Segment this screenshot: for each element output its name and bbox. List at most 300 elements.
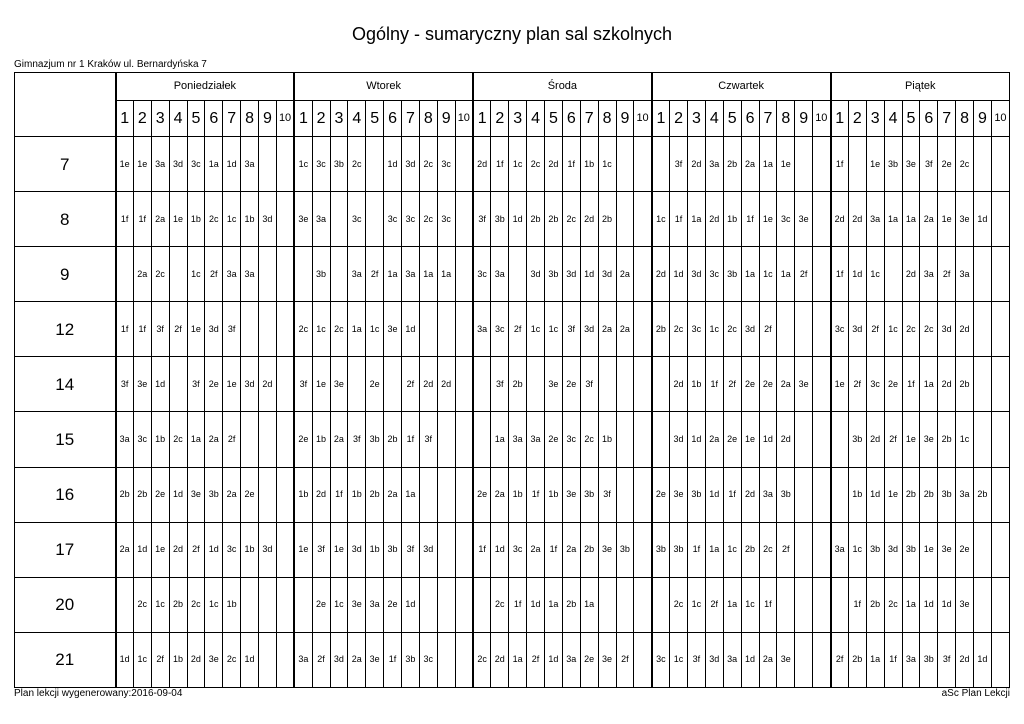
class-cell: 3d <box>402 137 420 192</box>
class-cell: 2e <box>312 577 330 632</box>
class-cell: 2d <box>312 467 330 522</box>
class-cell: 1b <box>348 467 366 522</box>
class-cell: 2c <box>169 412 187 467</box>
class-cell: 1e <box>312 357 330 412</box>
class-cell: 3c <box>688 302 706 357</box>
class-cell: 2f <box>848 357 866 412</box>
class-cell: 2c <box>562 192 580 247</box>
class-cell: 3a <box>366 577 384 632</box>
class-cell: 1c <box>527 302 545 357</box>
class-cell <box>974 137 992 192</box>
class-cell <box>366 137 384 192</box>
class-cell <box>616 192 634 247</box>
class-cell: 2c <box>491 577 509 632</box>
class-cell <box>813 577 831 632</box>
class-cell: 3b <box>491 192 509 247</box>
class-cell: 1b <box>509 467 527 522</box>
room-number: 15 <box>15 412 116 467</box>
class-cell: 3a <box>956 467 974 522</box>
class-cell: 2c <box>223 632 241 687</box>
room-number: 12 <box>15 302 116 357</box>
class-cell: 3e <box>294 192 312 247</box>
class-cell <box>777 577 795 632</box>
room-row <box>15 467 1010 522</box>
class-cell: 1d <box>384 137 402 192</box>
room-number: 20 <box>15 577 116 632</box>
class-cell: 3a <box>151 137 169 192</box>
class-cell: 2c <box>920 302 938 357</box>
period-number: 9 <box>795 101 813 137</box>
class-cell: 2b <box>974 467 992 522</box>
class-cell: 3d <box>688 247 706 302</box>
class-cell <box>473 357 491 412</box>
class-cell <box>455 412 473 467</box>
period-number: 5 <box>545 101 563 137</box>
class-cell: 3a <box>294 632 312 687</box>
class-cell: 3e <box>205 632 223 687</box>
class-cell: 2b <box>848 632 866 687</box>
class-cell: 3b <box>402 632 420 687</box>
room-number: 21 <box>15 632 116 687</box>
class-cell <box>473 412 491 467</box>
class-cell: 3a <box>509 412 527 467</box>
room-number: 16 <box>15 467 116 522</box>
class-cell: 3a <box>312 192 330 247</box>
class-cell: 1a <box>580 577 598 632</box>
class-cell: 1e <box>330 522 348 577</box>
class-cell: 1c <box>133 632 151 687</box>
class-cell: 3e <box>956 577 974 632</box>
class-cell: 2c <box>419 137 437 192</box>
class-cell: 2c <box>348 137 366 192</box>
class-cell <box>831 577 849 632</box>
class-cell: 3c <box>652 632 670 687</box>
class-cell: 2d <box>902 247 920 302</box>
class-cell: 1f <box>402 412 420 467</box>
class-cell: 3c <box>705 247 723 302</box>
class-cell: 2e <box>956 522 974 577</box>
class-cell: 2f <box>938 247 956 302</box>
class-cell: 1b <box>580 137 598 192</box>
class-cell: 2d <box>652 247 670 302</box>
class-cell: 3b <box>866 522 884 577</box>
class-cell <box>634 192 652 247</box>
class-cell: 1c <box>151 577 169 632</box>
period-number: 7 <box>938 101 956 137</box>
class-cell: 3c <box>133 412 151 467</box>
class-cell: 1f <box>670 192 688 247</box>
class-cell: 1e <box>866 137 884 192</box>
class-cell: 1c <box>741 577 759 632</box>
class-cell: 2a <box>491 467 509 522</box>
school-name: Gimnazjum nr 1 Kraków ul. Bernardyńska 7 <box>14 59 207 70</box>
class-cell: 2d <box>938 357 956 412</box>
class-cell <box>831 412 849 467</box>
class-cell <box>366 192 384 247</box>
class-cell: 2c <box>473 632 491 687</box>
class-cell: 1c <box>652 192 670 247</box>
class-cell: 2d <box>688 137 706 192</box>
class-cell: 1b <box>241 192 259 247</box>
period-number: 1 <box>116 101 134 137</box>
class-cell: 2d <box>866 412 884 467</box>
class-cell <box>169 357 187 412</box>
class-cell: 2b <box>133 467 151 522</box>
class-cell: 1c <box>312 302 330 357</box>
class-cell <box>991 192 1009 247</box>
period-number: 2 <box>848 101 866 137</box>
class-cell: 3b <box>670 522 688 577</box>
class-cell: 3c <box>473 247 491 302</box>
class-cell: 3a <box>705 137 723 192</box>
class-cell <box>276 192 294 247</box>
period-number: 1 <box>473 101 491 137</box>
class-cell: 3d <box>938 302 956 357</box>
class-cell: 2d <box>848 192 866 247</box>
class-cell: 1f <box>491 137 509 192</box>
class-cell: 3c <box>312 137 330 192</box>
period-number: 10 <box>455 101 473 137</box>
class-cell <box>795 632 813 687</box>
class-cell: 3b <box>312 247 330 302</box>
class-cell: 2f <box>402 357 420 412</box>
class-cell: 2e <box>580 632 598 687</box>
class-cell <box>616 137 634 192</box>
class-cell: 1e <box>133 137 151 192</box>
class-cell: 1c <box>598 137 616 192</box>
class-cell: 3d <box>330 632 348 687</box>
class-cell: 1c <box>723 522 741 577</box>
class-cell: 2c <box>723 302 741 357</box>
class-cell: 1e <box>151 522 169 577</box>
class-cell: 3f <box>491 357 509 412</box>
class-cell <box>455 632 473 687</box>
class-cell: 2c <box>670 577 688 632</box>
class-cell: 2e <box>562 357 580 412</box>
period-number: 8 <box>956 101 974 137</box>
period-number: 3 <box>509 101 527 137</box>
class-cell: 2d <box>956 302 974 357</box>
class-cell: 3b <box>545 247 563 302</box>
class-cell: 3c <box>509 522 527 577</box>
period-number: 4 <box>884 101 902 137</box>
class-cell: 3a <box>491 247 509 302</box>
class-cell: 3f <box>598 467 616 522</box>
class-cell: 2a <box>330 412 348 467</box>
class-cell: 2f <box>616 632 634 687</box>
class-cell: 2f <box>831 632 849 687</box>
room-row <box>15 522 1010 577</box>
class-cell <box>634 577 652 632</box>
class-cell <box>384 357 402 412</box>
class-cell: 1c <box>545 302 563 357</box>
class-cell: 3a <box>956 247 974 302</box>
class-cell: 2b <box>956 357 974 412</box>
class-cell: 2a <box>759 632 777 687</box>
period-number: 2 <box>491 101 509 137</box>
class-cell <box>437 577 455 632</box>
class-cell: 1d <box>151 357 169 412</box>
period-number: 1 <box>294 101 312 137</box>
class-cell <box>974 247 992 302</box>
class-cell: 1f <box>848 577 866 632</box>
class-cell: 3e <box>598 632 616 687</box>
day-header: Środa <box>473 73 652 101</box>
class-cell: 1b <box>723 192 741 247</box>
period-number: 9 <box>974 101 992 137</box>
class-cell: 1a <box>384 247 402 302</box>
class-cell: 3e <box>902 137 920 192</box>
period-number: 9 <box>616 101 634 137</box>
class-cell: 1a <box>723 577 741 632</box>
class-cell: 2a <box>616 302 634 357</box>
class-cell <box>813 467 831 522</box>
class-cell: 1c <box>848 522 866 577</box>
period-number: 5 <box>723 101 741 137</box>
class-cell: 1f <box>741 192 759 247</box>
class-cell: 3f <box>312 522 330 577</box>
class-cell: 1d <box>527 577 545 632</box>
class-cell: 2a <box>562 522 580 577</box>
period-number: 8 <box>241 101 259 137</box>
class-cell: 2b <box>902 467 920 522</box>
class-cell: 2b <box>366 467 384 522</box>
class-cell: 2f <box>723 357 741 412</box>
class-cell <box>777 302 795 357</box>
class-cell <box>884 247 902 302</box>
class-cell <box>276 522 294 577</box>
period-number: 9 <box>437 101 455 137</box>
class-cell: 3a <box>902 632 920 687</box>
day-header: Czwartek <box>652 73 831 101</box>
class-cell <box>848 137 866 192</box>
class-cell: 1b <box>848 467 866 522</box>
class-cell: 3d <box>259 192 277 247</box>
class-cell: 2a <box>205 412 223 467</box>
class-cell: 1d <box>491 522 509 577</box>
period-number: 6 <box>205 101 223 137</box>
class-cell: 2f <box>187 522 205 577</box>
class-cell: 1c <box>205 577 223 632</box>
class-cell: 3a <box>348 247 366 302</box>
class-cell: 2a <box>598 302 616 357</box>
class-cell <box>259 247 277 302</box>
class-cell: 1c <box>330 577 348 632</box>
class-cell: 2b <box>384 412 402 467</box>
class-cell: 1f <box>902 357 920 412</box>
class-cell <box>795 577 813 632</box>
class-cell: 1d <box>938 577 956 632</box>
class-cell: 1b <box>598 412 616 467</box>
class-cell <box>634 137 652 192</box>
class-cell: 2f <box>795 247 813 302</box>
class-cell: 1d <box>848 247 866 302</box>
class-cell: 2d <box>705 192 723 247</box>
class-cell: 3b <box>384 522 402 577</box>
class-cell: 2a <box>133 247 151 302</box>
class-cell <box>455 467 473 522</box>
class-cell <box>276 412 294 467</box>
class-cell: 2c <box>759 522 777 577</box>
class-cell: 3c <box>187 137 205 192</box>
class-cell: 1d <box>509 192 527 247</box>
class-cell: 3c <box>437 192 455 247</box>
class-cell: 1f <box>116 302 134 357</box>
class-cell: 1d <box>688 412 706 467</box>
class-cell <box>455 137 473 192</box>
class-cell <box>259 412 277 467</box>
class-cell: 2f <box>169 302 187 357</box>
class-cell <box>652 577 670 632</box>
class-cell: 3f <box>580 357 598 412</box>
class-cell: 3b <box>330 137 348 192</box>
class-cell: 2c <box>151 247 169 302</box>
class-cell <box>991 302 1009 357</box>
class-cell: 2c <box>330 302 348 357</box>
class-cell: 3e <box>545 357 563 412</box>
class-cell: 1e <box>223 357 241 412</box>
period-number: 5 <box>187 101 205 137</box>
class-cell: 1d <box>974 192 992 247</box>
class-cell: 1a <box>759 137 777 192</box>
class-cell: 1b <box>688 357 706 412</box>
class-cell: 3e <box>920 412 938 467</box>
class-cell: 3b <box>580 467 598 522</box>
class-cell <box>991 137 1009 192</box>
class-cell: 2e <box>938 137 956 192</box>
class-cell: 1b <box>366 522 384 577</box>
class-cell <box>634 412 652 467</box>
class-cell <box>974 357 992 412</box>
software-name: aSc Plan Lekcji <box>941 688 1010 699</box>
class-cell: 1a <box>545 577 563 632</box>
class-cell <box>276 302 294 357</box>
room-row <box>15 247 1010 302</box>
class-cell: 3c <box>419 632 437 687</box>
class-cell <box>616 357 634 412</box>
class-cell: 2a <box>920 192 938 247</box>
class-cell: 1d <box>759 412 777 467</box>
class-cell: 1f <box>133 192 151 247</box>
class-cell: 2b <box>938 412 956 467</box>
class-cell <box>259 632 277 687</box>
class-cell <box>259 302 277 357</box>
class-cell <box>419 302 437 357</box>
class-cell <box>437 467 455 522</box>
class-cell: 1f <box>562 137 580 192</box>
class-cell: 2d <box>580 192 598 247</box>
class-cell <box>813 522 831 577</box>
period-number: 6 <box>562 101 580 137</box>
class-cell: 1c <box>366 302 384 357</box>
class-cell: 1f <box>831 247 849 302</box>
class-cell: 3a <box>241 247 259 302</box>
class-cell: 2f <box>223 412 241 467</box>
class-cell: 1b <box>241 522 259 577</box>
class-cell <box>437 632 455 687</box>
class-cell: 3a <box>866 192 884 247</box>
class-cell: 3f <box>670 137 688 192</box>
class-cell <box>276 467 294 522</box>
room-number: 9 <box>15 247 116 302</box>
period-number: 5 <box>366 101 384 137</box>
class-cell: 2f <box>527 632 545 687</box>
class-cell: 2f <box>312 632 330 687</box>
class-cell: 1a <box>348 302 366 357</box>
class-cell <box>276 137 294 192</box>
class-cell: 2c <box>884 577 902 632</box>
class-cell: 1f <box>384 632 402 687</box>
class-cell <box>259 467 277 522</box>
class-cell: 3e <box>598 522 616 577</box>
room-row <box>15 357 1010 412</box>
class-cell: 1f <box>759 577 777 632</box>
room-row <box>15 577 1010 632</box>
class-cell: 1d <box>223 137 241 192</box>
class-cell: 1c <box>866 247 884 302</box>
class-cell: 2a <box>116 522 134 577</box>
class-cell: 2b <box>580 522 598 577</box>
class-cell: 1c <box>670 632 688 687</box>
period-number: 3 <box>688 101 706 137</box>
class-cell <box>634 522 652 577</box>
class-cell: 1a <box>419 247 437 302</box>
class-cell: 1d <box>402 302 420 357</box>
class-cell <box>509 247 527 302</box>
room-number: 14 <box>15 357 116 412</box>
class-cell: 2c <box>205 192 223 247</box>
class-cell: 2b <box>509 357 527 412</box>
period-number: 10 <box>634 101 652 137</box>
class-cell: 1c <box>187 247 205 302</box>
class-cell <box>813 137 831 192</box>
class-cell: 3a <box>831 522 849 577</box>
class-cell: 1d <box>241 632 259 687</box>
class-cell <box>616 467 634 522</box>
class-cell: 3b <box>688 467 706 522</box>
room-number: 8 <box>15 192 116 247</box>
room-row <box>15 192 1010 247</box>
class-cell: 2e <box>205 357 223 412</box>
class-cell: 3d <box>705 632 723 687</box>
class-cell <box>616 577 634 632</box>
class-cell: 1f <box>705 357 723 412</box>
class-cell: 2c <box>133 577 151 632</box>
class-cell: 3f <box>688 632 706 687</box>
class-cell: 3c <box>562 412 580 467</box>
class-cell: 3c <box>777 192 795 247</box>
class-cell: 1f <box>688 522 706 577</box>
room-row <box>15 412 1010 467</box>
class-cell: 3f <box>938 632 956 687</box>
class-cell: 1a <box>509 632 527 687</box>
class-cell: 1e <box>116 137 134 192</box>
class-cell <box>991 357 1009 412</box>
period-number: 1 <box>831 101 849 137</box>
class-cell <box>598 357 616 412</box>
class-cell: 2b <box>116 467 134 522</box>
class-cell: 3d <box>741 302 759 357</box>
class-cell: 2e <box>741 357 759 412</box>
class-cell: 2b <box>527 192 545 247</box>
class-cell: 3f <box>151 302 169 357</box>
class-cell: 2f <box>705 577 723 632</box>
class-cell <box>348 357 366 412</box>
class-cell: 2d <box>491 632 509 687</box>
class-cell: 2d <box>473 137 491 192</box>
class-cell <box>991 247 1009 302</box>
class-cell: 1f <box>330 467 348 522</box>
